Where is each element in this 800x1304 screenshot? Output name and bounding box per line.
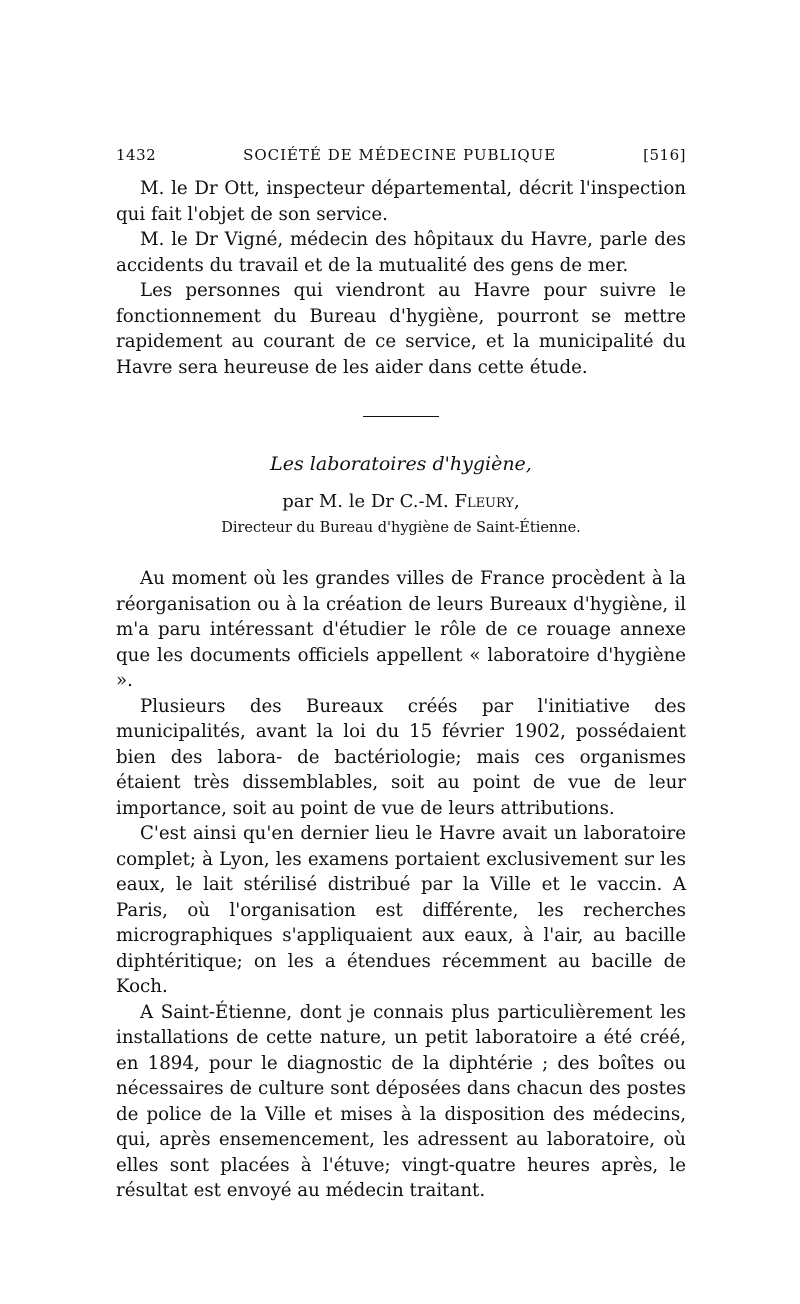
body-paragraph: Au moment où les grandes villes de France procèdent à la réorganisation ou à la création de leurs Bureaux d'hygiène, il m'a paru intéressant d'étudier le rôle de ce rouage annexe que les documents officiels appellent « laboratoire d'hygiène ». [116, 568, 686, 691]
article-body [116, 566, 686, 1204]
bracket-number: [516] [643, 146, 686, 164]
page-number: 1432 [116, 146, 157, 164]
byline-prefix: par M. le Dr [282, 491, 394, 512]
running-title: SOCIÉTÉ DE MÉDECINE PUBLIQUE [243, 146, 557, 164]
body-paragraph: Plusieurs des Bureaux créés par l'initiative des municipalités, avant la loi du 15 février 1902, possédaient bien des labora- de bactériologie; mais ces organismes étaient très dissemblables, soit au point de vue de leur importance, soit au point de vue de leurs attributions. [116, 695, 686, 819]
article-byline [116, 491, 686, 512]
article-title: Les laboratoires d'hygiène, [270, 453, 532, 475]
document-page [116, 146, 686, 1204]
author-name: C.-M. Fleury, [399, 491, 520, 512]
intro-paragraph: Les personnes qui viendront au Havre pour suivre le fonctionnement du Bureau d'hygiène, pourront se mettre rapidement au courant de ce service, et la municipalité du Havre sera heureuse de les aider dans cette étude. [116, 280, 686, 378]
body-paragraph: C'est ainsi qu'en dernier lieu le Havre avait un laboratoire complet; à Lyon, les examens portaient exclusivement sur les eaux, le lait stérilisé distribué par la Ville et le vaccin. A Paris, où l'organisation est différente, les recherches micrographiques s'appliquaient aux eaux, à l'air, au bacille diphtéritique; on les a étendues récemment au bacille de Koch. [116, 823, 686, 997]
intro-paragraph: M. le Dr Vigné, médecin des hôpitaux du Havre, parle des accidents du travail et de la mutualité des gens de mer. [116, 229, 686, 276]
section-divider [363, 416, 439, 417]
intro-paragraph: M. le Dr Ott, inspecteur départemental, décrit l'inspection qui fait l'objet de son service. [116, 178, 686, 225]
running-header [116, 146, 686, 164]
intro-section [116, 176, 686, 380]
body-paragraph: A Saint-Étienne, dont je connais plus particulièrement les installations de cette nature, un petit laboratoire a été créé, en 1894, pour le diagnostic de la diphtérie ; des boîtes ou nécessaires de culture sont déposées dans chacun des postes de police de la Ville et mises à la disposition des médecins, qui, après ensemencement, les adressent au laboratoire, où elles sont placées à l'étuve; vingt-quatre heures après, le résultat est envoyé au médecin traitant. [116, 1001, 686, 1201]
author-affiliation: Directeur du Bureau d'hygiène de Saint-Étienne. [221, 520, 581, 536]
